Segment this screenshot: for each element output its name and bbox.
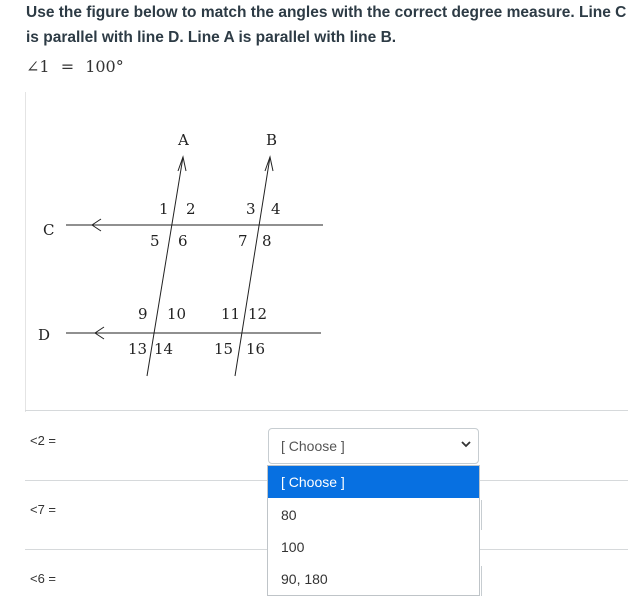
- dropdown-options-list: [267, 465, 480, 596]
- match-label-angle-6: <6 =: [30, 571, 57, 586]
- chevron-down-icon: [460, 437, 472, 453]
- angle-11: 11: [221, 305, 241, 323]
- question-text: Use the figure below to match the angles with the correct degree measure. Line C is parallel with line D. Line A is parallel with line B.: [26, 4, 627, 46]
- angle-2: 2: [186, 200, 196, 218]
- angle-12: 12: [248, 305, 268, 323]
- angle-13: 13: [128, 340, 148, 358]
- angle-5: 5: [150, 232, 160, 250]
- angle-6: 6: [178, 232, 188, 250]
- angle-8: 8: [262, 232, 272, 250]
- select-angle-2[interactable]: [268, 428, 479, 464]
- dropdown-option-80[interactable]: 80: [281, 507, 297, 523]
- given-value: 100°: [85, 57, 124, 76]
- angle-16: 16: [246, 340, 266, 358]
- given-angle-symbol: ∠1: [26, 57, 50, 76]
- line-label-c: C: [43, 221, 55, 239]
- angle-7: 7: [238, 232, 248, 250]
- angle-4: 4: [271, 200, 281, 218]
- angle-9: 9: [138, 305, 148, 323]
- select-value: [ Choose ]: [281, 438, 345, 454]
- angle-3: 3: [246, 200, 256, 218]
- match-label-angle-2: <2 =: [30, 433, 57, 448]
- line-label-d: D: [38, 326, 51, 344]
- given-equals: =: [60, 57, 75, 76]
- angle-15: 15: [214, 340, 234, 358]
- dropdown-option-choose[interactable]: [ Choose ]: [268, 466, 479, 498]
- dropdown-option-100[interactable]: 100: [281, 539, 305, 555]
- angle-10: 10: [167, 305, 187, 323]
- angle-14: 14: [154, 340, 174, 358]
- divider: [25, 410, 628, 411]
- angle-1: 1: [159, 200, 169, 218]
- line-label-a: A: [178, 131, 189, 149]
- dropdown-option-90-180[interactable]: 90, 180: [281, 571, 328, 587]
- line-label-b: B: [266, 131, 278, 149]
- match-label-angle-7: <7 =: [30, 502, 57, 517]
